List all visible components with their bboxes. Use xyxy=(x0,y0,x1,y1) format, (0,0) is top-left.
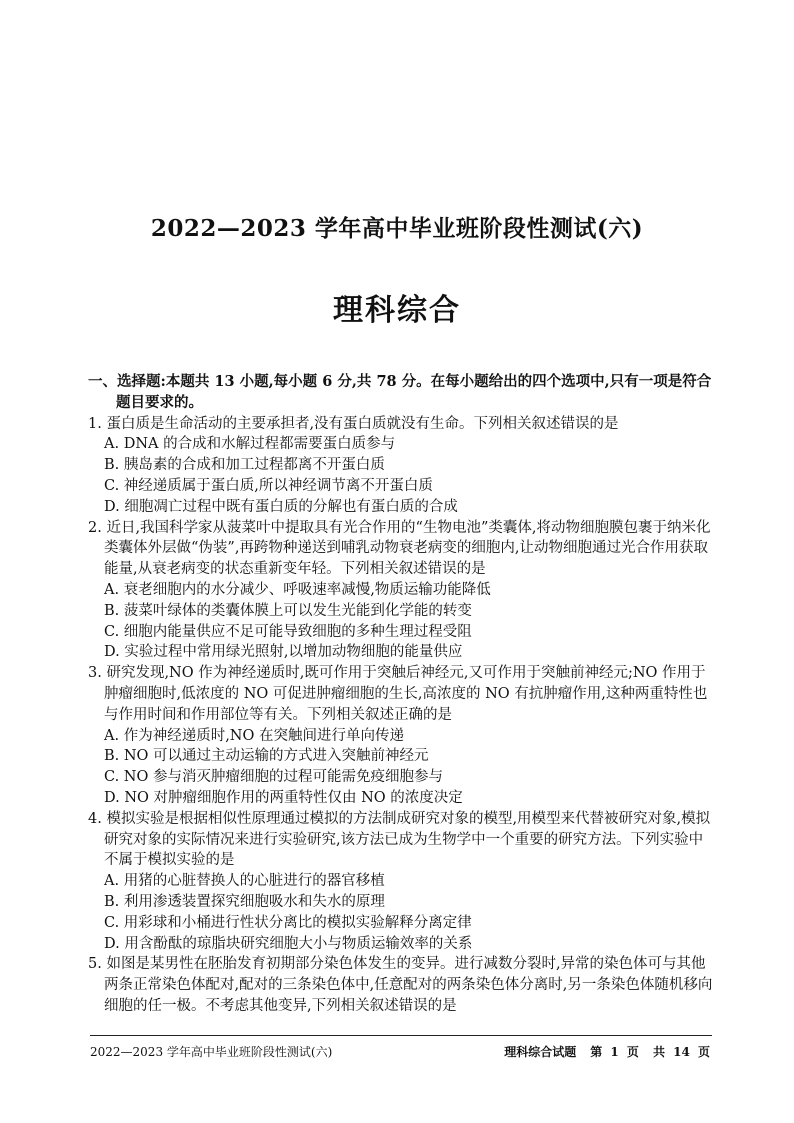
question-section xyxy=(88,372,716,1017)
section-heading: 一、选择题:本题共 13 小题,每小题 6 分,共 78 分。在每小题给出的四个选项中,只有一项是符合题目要求的。 xyxy=(88,373,712,411)
option-c: C. 细胞内能量供应不足可能导致细胞的多种生理过程受阻 xyxy=(104,623,472,640)
question-5 xyxy=(88,954,716,1016)
question-stem: 3. 研究发现,NO 作为神经递质时,既可作用于突触后神经元,又可作用于突触前神经元;NO 作用于肿瘤细胞时,低浓度的 NO 可促进肿瘤细胞的生长,高浓度的 NO 有抗肿瘤作用,这种两重特性也与作用时间和作用部位等有关。下列相关叙述正确的是 xyxy=(88,665,708,723)
option-d: D. NO 对肿瘤细胞作用的两重特性仅由 NO 的浓度决定 xyxy=(104,789,463,806)
option-b: B. 胰岛素的合成和加工过程都离不开蛋白质 xyxy=(104,457,385,474)
option-c: C. NO 参与消灭肿瘤细胞的过程可能需免疫细胞参与 xyxy=(104,769,443,786)
footer-page-info xyxy=(490,1044,710,1060)
footer-total-pages: 共 14 页 xyxy=(652,1045,710,1059)
option-b: B. NO 可以通过主动运输的方式进入突触前神经元 xyxy=(104,748,429,765)
option-a: A. 作为神经递质时,NO 在突触间进行单向传递 xyxy=(104,727,404,744)
question-stem: 2. 近日,我国科学家从菠菜叶中提取具有光合作用的“生物电池”类囊体,将动物细胞膜包裹于纳米化类囊体外层做“伪装”,再跨物种递送到哺乳动物衰老病变的细胞内,让动物细胞通过光合作用获取能量,从衰老病变的状态重新变年轻。下列相关叙述错误的是 xyxy=(88,519,711,578)
question-stem: 5. 如图是某男性在胚胎发育初期部分染色体发生的变异。进行减数分裂时,异常的染色体可与其他两条正常染色体配对,配对的三条染色体中,任意配对的两条染色体分离时,另一条染色体随机移向细胞的任一极。不考虑其他变异,下列相关叙述错误的是 xyxy=(88,956,713,1014)
question-stem: 1. 蛋白质是生命活动的主要承担者,没有蛋白质就没有生命。下列相关叙述错误的是 xyxy=(88,415,619,432)
exam-title: 2022—2023 学年高中毕业班阶段性测试(六) xyxy=(150,215,644,242)
option-b: B. 菠菜叶绿体的类囊体膜上可以发生光能到化学能的转变 xyxy=(104,602,472,619)
subject-title: 理科综合 xyxy=(333,293,461,328)
option-c: C. 神经递质属于蛋白质,所以神经调节离不开蛋白质 xyxy=(104,477,433,494)
option-d: D. 实验过程中常用绿光照射,以增加动物细胞的能量供应 xyxy=(104,644,463,661)
option-a: A. 衰老细胞内的水分减少、呼吸速率减慢,物质运输功能降低 xyxy=(104,581,491,598)
option-a: A. DNA 的合成和水解过程都需要蛋白质参与 xyxy=(104,436,396,453)
footer-exam-name: 2022—2023 学年高中毕业班阶段性测试(六) xyxy=(90,1045,333,1059)
footer-page-number: 第 1 页 xyxy=(590,1045,639,1059)
option-c: C. 用彩球和小桶进行性状分离比的模拟实验解释分离定律 xyxy=(104,914,472,931)
option-a: A. 用猪的心脏替换人的心脏进行的器官移植 xyxy=(104,873,385,890)
footer-divider xyxy=(90,1035,712,1036)
option-b: B. 利用渗透装置探究细胞吸水和失水的原理 xyxy=(104,893,385,910)
option-d: D. 用含酚酞的琼脂块研究细胞大小与物质运输效率的关系 xyxy=(104,935,473,952)
question-2 xyxy=(88,518,716,664)
question-4 xyxy=(88,809,716,955)
question-3 xyxy=(88,663,716,809)
footer-paper-name: 理科综合试题 xyxy=(504,1045,577,1059)
option-d: D. 细胞凋亡过程中既有蛋白质的分解也有蛋白质的合成 xyxy=(104,498,458,515)
question-1 xyxy=(88,414,716,518)
question-stem: 4. 模拟实验是根据相似性原理通过模拟的方法制成研究对象的模型,用模型来代替被研究对象,模拟研究对象的实际情况来进行实验研究,该方法已成为生物学中一个重要的研究方法。下列实验中不属于模拟实验的是 xyxy=(88,810,711,869)
